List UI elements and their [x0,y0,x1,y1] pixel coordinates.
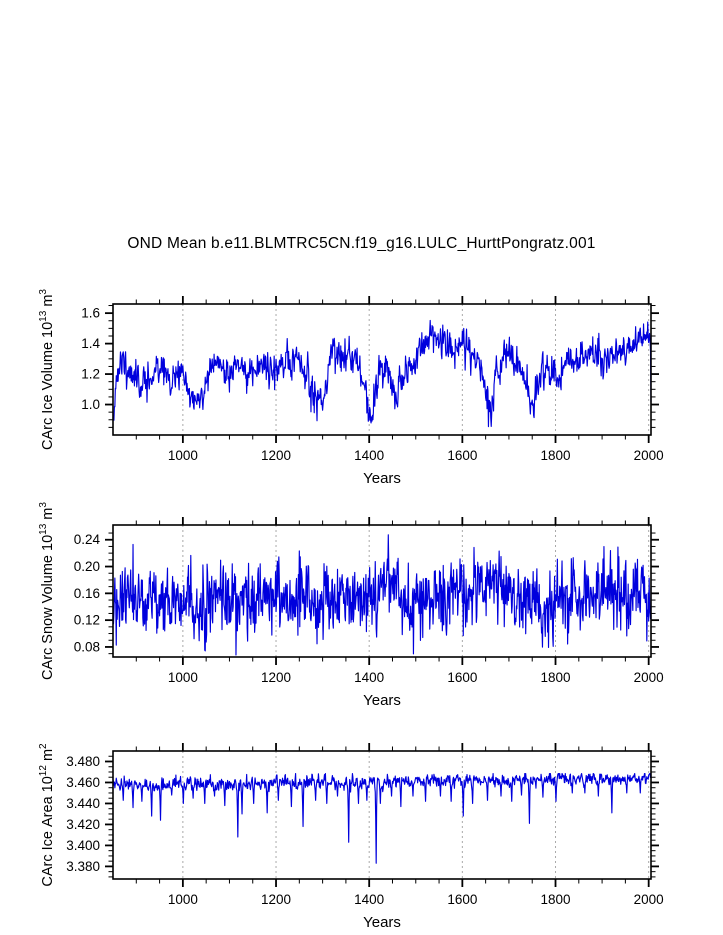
x-tick-label: 1600 [447,892,478,907]
carc-ice-volume-series-line [113,320,651,426]
x-tick-labels [168,670,664,685]
panel-carc-snow-volume [38,502,664,709]
x-tick-labels [168,448,664,463]
x-tick-label: 1200 [261,448,292,463]
x-tick-label: 2000 [633,670,664,685]
y-tick-label: 1.2 [81,366,100,382]
y-axis-title: CArc Ice Volume $10^{13}$ $m^3$ [38,289,56,450]
y-tick-labels [81,306,100,412]
x-tick-labels [168,892,664,907]
x-tick-label: 1200 [261,670,292,685]
carc-snow-volume-series-line [113,535,651,655]
x-tick-label: 1600 [447,448,478,463]
y-tick-label: 3.420 [66,816,100,832]
y-tick-label: 3.380 [66,858,100,874]
y-tick-label: 1.6 [81,305,100,321]
y-tick-label: 0.24 [73,532,100,548]
y-axis-title: CArc Snow Volume $10^{13}$ $m^3$ [38,502,56,680]
y-tick-label: 0.12 [73,612,100,628]
x-tick-label: 2000 [633,892,664,907]
x-tick-label: 1400 [354,448,385,463]
x-tick-label: 1800 [540,670,571,685]
x-tick-label: 1400 [354,670,385,685]
x-tick-label: 1800 [540,892,571,907]
x-axis-title: Years [363,914,401,931]
panel-carc-ice-volume [38,289,664,487]
y-tick-labels [66,754,100,874]
axis-ticks [105,743,659,887]
y-tick-label: 3.460 [66,774,100,790]
x-tick-label: 1000 [167,670,198,685]
x-axis-title: Years [363,470,401,487]
y-tick-label: 1.4 [81,336,100,352]
x-tick-label: 1200 [261,892,292,907]
y-axis-title: CArc Ice Area $10^{12}$ $m^2$ [38,743,56,887]
x-tick-label: 1800 [540,448,571,463]
y-tick-label: 0.16 [73,585,100,601]
x-tick-label: 1000 [167,892,198,907]
x-tick-label: 1400 [354,892,385,907]
x-tick-label: 1600 [447,670,478,685]
x-tick-label: 1000 [167,448,198,463]
plot-border [113,751,651,879]
chart-title: OND Mean b.e11.BLMTRC5CN.f19_g16.LULC_HurttPongratz.001 [127,235,596,252]
y-tick-label: 3.400 [66,837,100,853]
y-tick-label: 1.0 [81,397,100,413]
x-tick-label: 2000 [633,448,664,463]
x-axis-title: Years [363,692,401,709]
y-tick-label: 3.440 [66,795,100,811]
carc-ice-area-series-line [113,774,651,864]
panel-carc-ice-area [38,743,664,931]
y-tick-label: 0.08 [73,639,100,655]
y-tick-label: 3.480 [66,753,100,769]
y-tick-label: 0.20 [73,559,100,575]
gridlines [183,751,649,879]
y-tick-labels [74,532,101,654]
